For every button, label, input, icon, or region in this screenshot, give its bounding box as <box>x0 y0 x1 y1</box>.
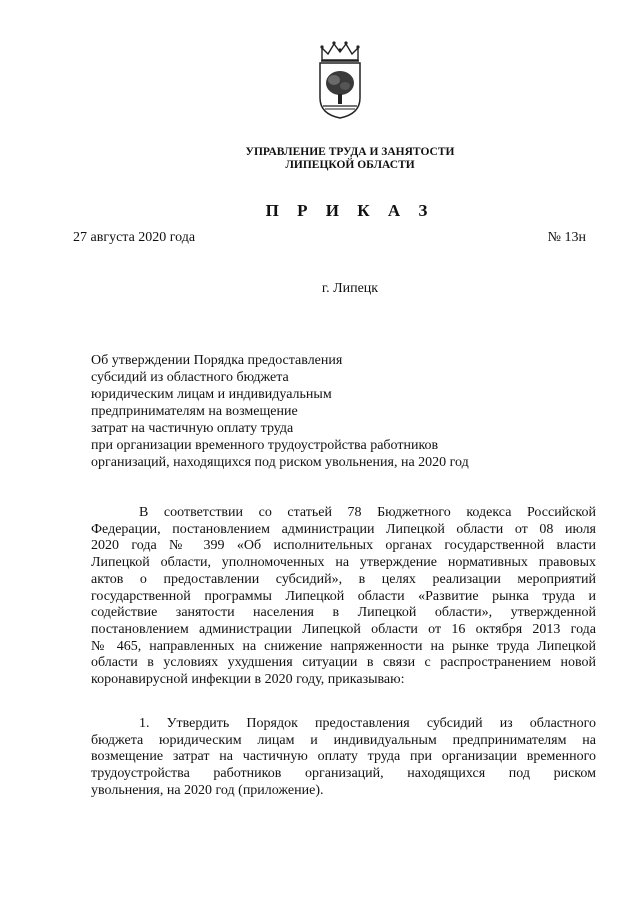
subject-line: юридическим лицам и индивидуальным <box>91 387 332 402</box>
document-subject <box>91 352 531 471</box>
subject-line: Об утверждении Порядка предоставления <box>91 353 343 368</box>
paragraph-line: коронавирусной инфекции в 2020 году, приказываю: <box>91 672 405 688</box>
preamble-paragraph <box>91 505 596 689</box>
subject-line: затрат на частичную оплату труда <box>91 421 294 436</box>
lipetsk-coat-of-arms-icon <box>314 40 366 120</box>
paragraph-line: увольнения, на 2020 год (приложение). <box>91 782 324 798</box>
organization-name-line1: УПРАВЛЕНИЕ ТРУДА И ЗАНЯТОСТИ <box>245 146 455 158</box>
subject-line: при организации временного трудоустройства работников <box>91 438 439 453</box>
paragraph-line: актов о предоставлении субсидий», в целях реализации мероприятий <box>91 571 596 587</box>
paragraph-line: 2020 года № 399 «Об исполнительных органах государственной власти <box>91 538 596 554</box>
paragraph-line: Федерации, постановлением администрации Липецкой области от 08 июля <box>91 521 596 537</box>
paragraph-line: бюджета юридическим лицам и индивидуальным предпринимателям на <box>91 732 596 748</box>
order-item-1-paragraph <box>91 716 596 800</box>
paragraph-line: постановлением администрации Липецкой области от 16 октября 2013 года <box>91 621 596 637</box>
paragraph-line: Липецкой области, уполномоченных на утверждение нормативных правовых <box>91 555 596 571</box>
document-date: 27 августа 2020 года <box>73 230 196 245</box>
paragraph-line: содействие занятости населения в Липецкой области», утвержденной <box>91 605 596 621</box>
organization-name-line2: ЛИПЕЦКОЙ ОБЛАСТИ <box>285 159 415 171</box>
document-city: г. Липецк <box>321 281 379 296</box>
subject-line: субсидий из областного бюджета <box>91 370 289 385</box>
subject-line: организаций, находящихся под риском увольнения, на 2020 год <box>91 455 469 470</box>
subject-line: предпринимателям на возмещение <box>91 404 298 419</box>
document-number: № 13н <box>547 230 586 245</box>
paragraph-line: № 465, направленных на снижение напряженности на рынке труда Липецкой <box>91 638 596 654</box>
paragraph-line: государственной программы Липецкой области «Развитие рынка труда и <box>91 588 596 604</box>
paragraph-line: 1. Утвердить Порядок предоставления субсидий из областного <box>139 716 596 731</box>
paragraph-line: трудоустройства работников организаций, находящихся под риском <box>91 766 596 782</box>
document-type-title: П Р И К А З <box>265 201 435 220</box>
paragraph-line: возмещение затрат на частичную оплату труда при организации временного <box>91 749 596 765</box>
paragraph-line: области в условиях ухудшения ситуации в связи с распространением новой <box>91 655 596 671</box>
paragraph-line: В соответствии со статьей 78 Бюджетного кодекса Российской <box>139 505 596 520</box>
